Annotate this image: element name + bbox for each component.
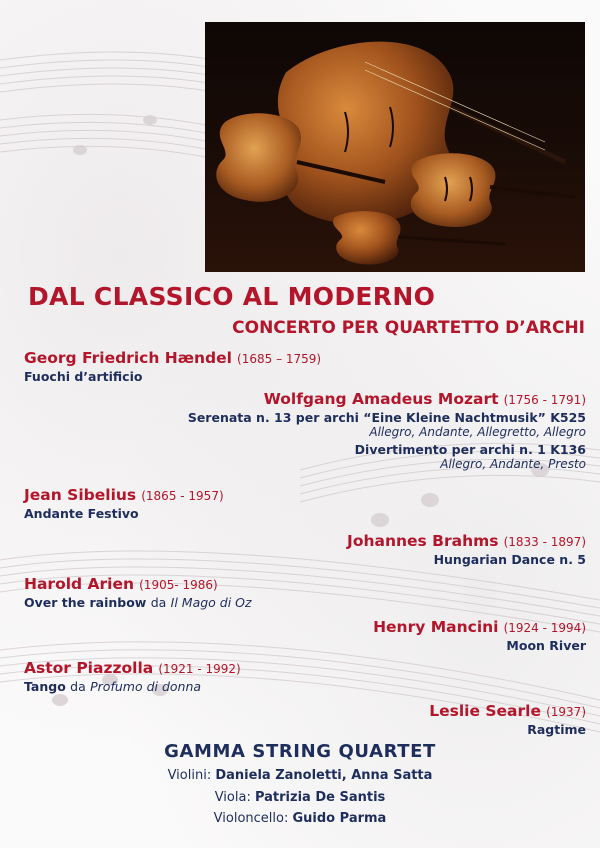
composer-years: (1937) <box>546 705 586 719</box>
composer-name: Georg Friedrich Hændel <box>24 349 232 367</box>
composer-name: Wolfgang Amadeus Mozart <box>263 390 499 408</box>
concert-subtitle: CONCERTO PER QUARTETTO D’ARCHI <box>232 318 585 338</box>
program-entry-brahms <box>347 532 586 567</box>
composer-name: Astor Piazzolla <box>24 659 154 677</box>
composer-years: (1865 - 1957) <box>141 489 224 503</box>
piece-title-2: Divertimento per archi n. 1 K136 <box>354 441 586 457</box>
ensemble-member-cello <box>0 811 600 826</box>
composer-years: (1756 - 1791) <box>503 393 586 407</box>
composer-years: (1905- 1986) <box>139 578 218 592</box>
composer-years: (1924 - 1994) <box>503 621 586 635</box>
composer-name: Henry Mancini <box>373 618 499 636</box>
program-entry-piazzolla <box>24 659 241 694</box>
program-entry-searle <box>429 702 586 737</box>
member-role: Viola: <box>214 790 251 805</box>
program-entry-handel <box>24 349 321 384</box>
piece-title: Tango <box>24 678 66 694</box>
member-names: Guido Parma <box>292 811 387 826</box>
string-instruments-photo <box>205 22 585 272</box>
piece-title: Fuochi d’artificio <box>24 368 143 384</box>
program-entry-sibelius <box>24 486 224 521</box>
concert-title: DAL CLASSICO AL MODERNO <box>28 282 436 311</box>
composer-name: Johannes Brahms <box>347 532 499 550</box>
piece-title: Over the rainbow <box>24 594 147 610</box>
member-names: Patrizia De Santis <box>254 790 386 805</box>
piece-movements-2: Allegro, Andante, Presto <box>440 457 586 472</box>
composer-years: (1921 - 1992) <box>158 662 241 676</box>
composer-name: Harold Arien <box>24 575 135 593</box>
member-role: Violini: <box>167 768 212 783</box>
composer-name: Leslie Searle <box>429 702 541 720</box>
piece-title: Serenata n. 13 per archi “Eine Kleine Nachtmusik” K525 <box>187 409 586 425</box>
ensemble-member-violins <box>0 768 600 783</box>
composer-years: (1833 - 1897) <box>503 535 586 549</box>
ensemble-member-viola <box>0 790 600 805</box>
piece-line <box>24 680 241 694</box>
program-entry-mozart <box>188 390 586 472</box>
piece-source: Il Mago di Oz <box>170 594 252 610</box>
piece-line <box>24 596 252 610</box>
violin-shape <box>411 153 575 227</box>
piece-connector: da <box>70 678 86 694</box>
member-names: Daniela Zanoletti, Anna Satta <box>215 768 433 783</box>
member-role: Violoncello: <box>213 811 289 826</box>
ensemble-name: GAMMA STRING QUARTET <box>164 741 436 762</box>
piece-movements: Allegro, Andante, Allegretto, Allegro <box>369 425 586 440</box>
piece-title: Hungarian Dance n. 5 <box>433 551 586 567</box>
program-entry-arien <box>24 575 252 610</box>
program-entry-mancini <box>373 618 586 653</box>
piece-connector: da <box>150 594 167 610</box>
piece-title: Ragtime <box>527 721 586 737</box>
composer-name: Jean Sibelius <box>24 486 137 504</box>
piece-title: Moon River <box>506 637 586 653</box>
piece-title: Andante Festivo <box>24 505 139 521</box>
piece-source: Profumo di donna <box>90 678 202 694</box>
composer-years: (1685 – 1759) <box>237 352 322 366</box>
